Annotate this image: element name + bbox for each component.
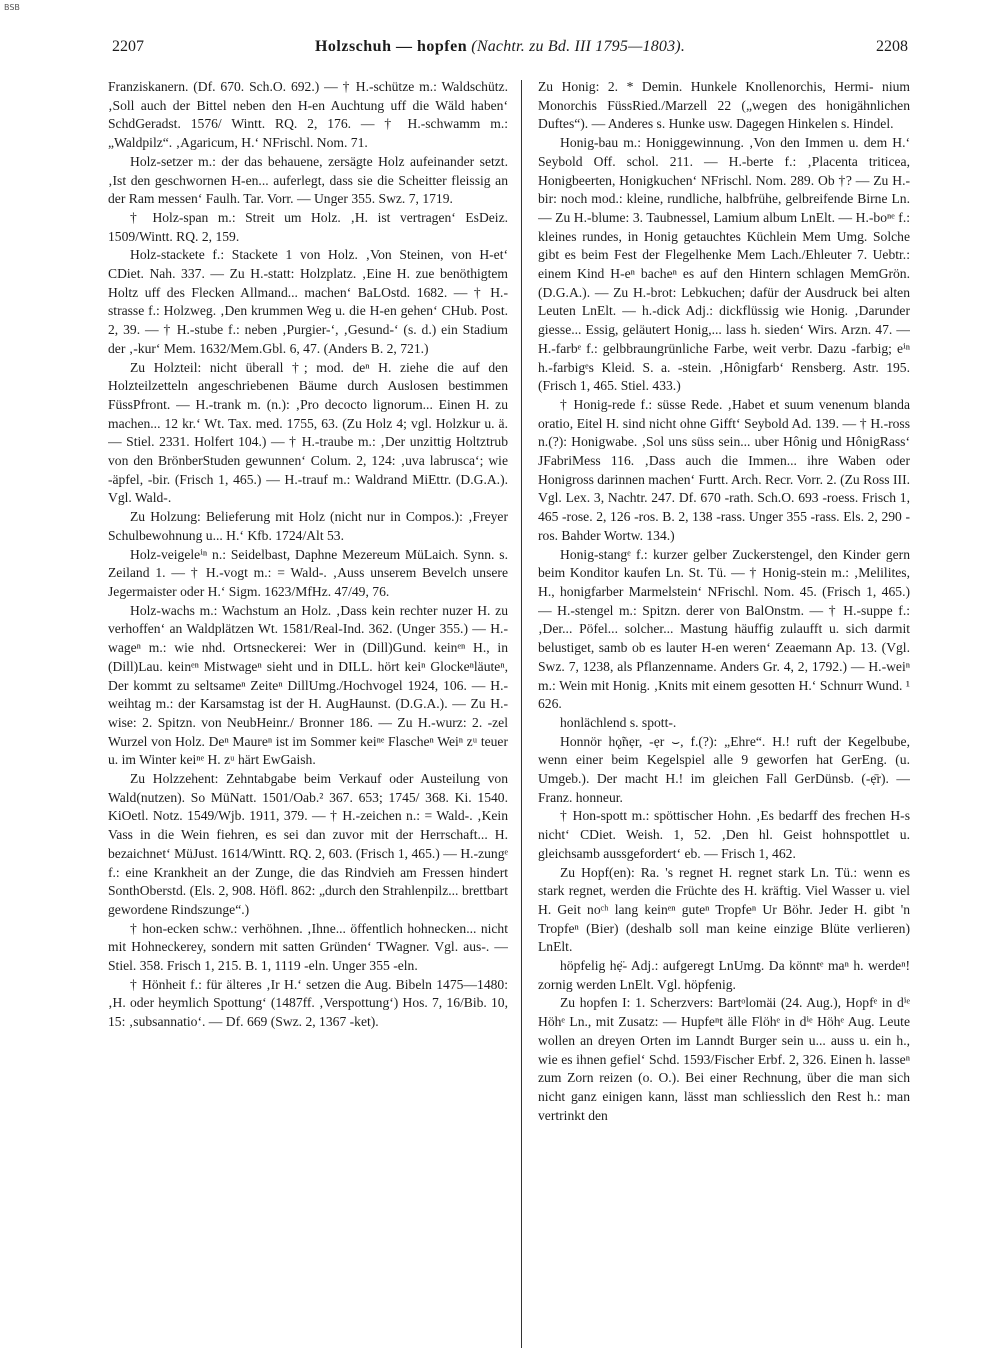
page-number-left: 2207 [112, 38, 144, 55]
dictionary-entry: Honig-stangᵉ f.: kurzer gelber Zuckerstengel, den Kinder gern beim Konditor kaufen Ln. St. Tü. — † Honig-stein m.: ‚Melilites, H., honigfarber Marmelstein‘ NFrischl. Nom. 45. (Frisch 1, 465.) — H.-stengel m.: Spitzn. derer von BalOnstm. — † H.-suppe f.: ‚Der... Pöfel... solcher... Mastung häuffig zulaufft u. sich darmit belustiget, samb ob es lauter H-en weren‘ Zeaemann Ap. 13. (Vgl. Swz. 7, 1238, als Pflanzenname. Anders Gr. 4, 2, 1792.) — H.-weiⁿ m.: Wein mit Honig. ‚Knits mit einem gesotten H.‘ Schnurr Wund. ¹ 626. [538, 546, 910, 712]
column-divider [521, 80, 522, 1348]
dictionary-entry: honlächlend s. spott-. [560, 714, 677, 730]
dictionary-entry: Franziskanern. (Df. 670. Sch.O. 692.) — † H.-schütze m.: Waldschütz. ‚Soll auch der Bittel neben den H-en Auchtung uff die Wäld haben‘ SchdGeradst. 1576/ Wintt. RQ. 2, 176. — † H.-schwamm m.: „Waldpilz“. ‚Agaricum, H.‘ NFrischl. Nom. 71. [108, 79, 508, 151]
dictionary-entry: † Hon-spott m.: spöttischer Hohn. ‚Es bedarff des frechen H-s nicht‘ CDiet. Weish. 1, 52. ‚Den hl. Geist hohnspottlet u. gleichsamb aussgefordert‘ eb. — Frisch 1, 462. [538, 808, 910, 861]
page-number-right: 2208 [876, 38, 908, 55]
dictionary-entry: Holz-veigeleⁱⁿ n.: Seidelbast, Daphne Mezereum MüLaich. Synn. s. Zeiland 1. — † H.-vogt m.: = Wald-. ‚Auss unserem Bevelch unsere Jegermaister oder H.‘ Sigm. 1623/MfHz. 47/49, 76. [108, 546, 508, 599]
dictionary-entry: Holz-setzer m.: der das behauene, zersägte Holz aufeinander setzt. ‚Ist den geschwornen H-en... auferlegt, dass sie die Scheitter fleissig an der Ram messen‘ Faulh. Tar. Vorr. — Unger 355. Swz. 7, 1719. [108, 153, 508, 207]
dictionary-entry: Zu hopfen I: 1. Scherzvers: Bartᵒlomäi (24. Aug.), Hopfᵉ in dⁱᵉ Höhᵉ Ln., mit Zusatz: — Hupfeⁿt älle Flöhᵉ in dⁱᵉ Höhᵉ Aug. Leute wollen an dreyen Orten im Lanndt Burger sein u... auss u. ein h., wie es ihnen gefiel‘ Schd. 1593/Fischer Erbf. 2, 326. Einen h. lasseⁿ zum Zorn reizen (o. O.). Bei einer Rechnung, über die man sich nicht ganz einigen kann, lässt man schliesslich den Rest h.: man vertrinkt den [538, 995, 910, 1123]
dictionary-entry: † hon-ecken schw.: verhöhnen. ‚Ihne... öffentlich hohnecken... nicht mit Hohneckerey, sondern mit satten Gründen‘ TWagner. Vgl. aus-. — Stiel. 358. Frisch 1, 215. B. 1, 1119 -eln. Unger 355 -eln. [108, 920, 508, 974]
dictionary-entry: † Hönheit f.: für älteres ‚Ir H.‘ setzen die Aug. Bibeln 1475—1480: ‚H. oder heymlich Spottung‘ (1487ff. ‚Verspottung‘) Hos. 7, 16/Bib. 10, 15: ‚subsannatio‘. — Df. 669 (Swz. 2, 1367 -ket). [108, 976, 508, 1030]
dictionary-entry: Zu Honig: 2. * Demin. Hunkele Knollenorchis, Hermi- nium Monorchis FüssRied./Marzell 22 („wegen des honigähnlichen Duftes“). — Anderes s. Hunke usw. Dagegen Hinkelen s. Hindel. [538, 79, 910, 132]
library-watermark: BSB [4, 3, 20, 12]
running-head [0, 38, 1000, 56]
dictionary-entry: Holz-stackete f.: Stackete 1 von Holz. ‚Von Steinen, von H-et‘ CDiet. Nah. 337. — Zu H.-statt: Holzplatz. ‚Eine H. zue benöthigtem Holtz uff des Flecken Allmand... machen‘ BaLOstd. 1682. — † H.-strasse f.: Holzweg. ‚Den krummen Weg u. die H-en gehen‘ CHub. Post. 2, 39. — † H.-stube f.: neben ‚Purgier-‘, ‚Gesund-‘ (s. d.) ein Stadium der ‚-kur‘ Mem. 1632/Mem.Gbl. 6, 47. (Anders B. 2, 721.) [108, 247, 508, 356]
dictionary-entry: höpfelig hẹ̈- Adj.: aufgeregt LnUmg. Da könntᵉ maⁿ h. werdeⁿ! zornig werden LnElt. Vgl. höpfenig. [538, 958, 910, 992]
left-column [108, 78, 508, 1353]
dictionary-entry: † Holz-span m.: Streit um Holz. ‚H. ist vertragen‘ EsDeiz. 1509/Wintt. RQ. 2, 159. [108, 209, 508, 244]
running-head-title: Holzschuh — hopfen [314, 38, 468, 55]
dictionary-entry: Holz-wachs m.: Wachstum an Holz. ‚Dass kein rechter nuzer H. zu verhoffen‘ an Waldplätzen Wt. 1581/Real-Ind. 362. (Unger 355.) — H.-wageⁿ m.: wie nhd. Ortsneckerei: Wer in (Dill)Gund. keinᵉⁿ H., in (Dill)Lau. keinᵉⁿ Mistwageⁿ sieht und in DILL. hört keiⁿ Glockeⁿläuteⁿ, Der kommt zu seltsameⁿ Zeiteⁿ DillUmg./Hochvogel 1924, 106. — H.-weihtag m.: der Karsamstag ist der H. AugHaunst. (D.G.A.). — Zu H.-wise: 2. Spitzn. von NeubHeinr./ Bronner 186. — Zu H.-wurz: 2. -zel Wurzel von Holz. Deⁿ Maureⁿ ist im Sommer keiⁿᵉ Flascheⁿ Weiⁿ zᵘ teuer u. im Winter keiⁿᵉ H. zᵘ härt EwGaish. [108, 602, 508, 768]
dictionary-entry: Zu Holzung: Belieferung mit Holz (nicht nur in Compos.): ‚Freyer Schulbewohnung u... H.‘ Kfb. 1724/Alt 53. [108, 509, 508, 543]
dictionary-entry: Zu Hopf(en): Ra. 's regnet H. regnet stark Ln. Tü.: wenn es stark regnet, werden die Früchte des H. kräftig. Viel Wasser u. viel H. Geit noᶜʰ lang keinᵉⁿ guteⁿ Tropfeⁿ Ur Böhr. Jeder H. gibt 'n Tropfeⁿ (Bier) (deshalb soll man keine einzige Blüte verlieren) LnElt. [538, 864, 910, 955]
dictionary-entry: † Honig-rede f.: süsse Rede. ‚Habet et suum venenum blanda oratio, Eitel H. sind nicht ohne Gifft‘ Seybold Ad. 139. — † H.-ross n.(?): Honigwabe. ‚Sol uns süss sein... uber Hônig und HônigRass‘ JFabriMess 116. ‚Dass auch die Immen... ihre Waben oder Honigross darinnen machen‘ Furtt. Arch. Recr. Vorr. 2. (Zu Ross III. Vgl. Lex. 3, Nachtr. 247. Df. 670 -rath. Sch.O. 693 -roess. Frisch 1, 465 -rose. 2, 126 -ros. B. 2, 138 -rass. Unger 355 -rass. Els. 2, 290 -ros. Bahder Wortw. 134.) [538, 396, 910, 543]
right-column [538, 78, 910, 1353]
dictionary-entry: Honnör hǫ̃nẹr, -ẹr ⌣, f.(?): „Ehre“. H.! ruft der Kegelbube, wenn einer beim Kegelspiel alle 9 geworfen hat GerEng. (u. Umgeb.). Der macht H.! im gleichen Fall GerDünsb. (-ẹ̄r). — Franz. honneur. [538, 733, 910, 805]
dictionary-entry: Zu Holzteil: nicht überall †; mod. deⁿ H. ziehe die auf den Holzteilzetteln angeschriebenen Bäume durch Auslosen bestimmen FüssPfront. — H.-trank m. (n.): ‚Pro decocto lignorum... Einen H. zu machen... 12 kr.‘ Wt. Tax. med. 1755, 63. (Zu Holz 4; vgl. Holzkur u. ä. — Stiel. 2331. Holfert 104.) — † H.-traube m.: ‚Der unzittig Holtztrub von den BrönberStuden gewunnen‘ Colum. 2, 124: ‚uva labrusca‘; wie -äpfel, -bir. (Frisch 1, 465.) — H.-trauf m.: Waldrand MiEttr. (D.G.A.). Vgl. Wald-. [108, 359, 508, 506]
running-head-subtitle: (Nachtr. zu Bd. III 1795—1803). [471, 38, 686, 55]
dictionary-entry: Zu Holzzehent: Zehntabgabe beim Verkauf oder Austeilung von Wald(nutzen). So MüNatt. 1501/Oab.² 367. 653; 1745/ 368. Ki. 1540. KiOetl. Notz. 1549/Wjb. 1911, 379. — † H.-zeichen n.: = Wald-. ‚Kein Vass in die Wein fiehren, es sei dan zuvor mit der Herrschaft... H. bezaichnet‘ MüJust. 1614/Wintt. RQ. 2, 603. (Frisch 1, 465.) — H.-zungᵉ f.: eine Krankheit an der Zunge, die das Rindvieh am Fressen hindert SonthOberstd. (Els. 2, 908. Höfl. 862: „durch den Strahlenpilz... brettbart gewordene Rindszunge“.) [108, 771, 508, 917]
dictionary-entry: Honig-bau m.: Honiggewinnung. ‚Von den Immen u. dem H.‘ Seybold Off. schol. 211. — H.-berte f.: ‚Placenta triticea, Honigbeerten, Honigkuchen‘ NFrischl. Nom. 289. Ob †? — Zu H.-bir: noch mod.: kleine, rundliche, halbfrühe, gelbreifende Birne Ln. — Zu H.-blume: 3. Taubnessel, Lamium album LnElt. — H.-boⁿᵉ f.: kleines rundes, in Honig getauchtes Küchlein Mem Umg. Solche gibt es beim Fest der Flegelhenke Mem Lach./Ehleuter 7. Uebtr.: einem Kind H-eⁿ bacheⁿ es auf den Hintern schlagen MemGrön. (D.G.A.). — Zu H.-brot: Lebkuchen; dafür der Ausdruck bei alten Leuten LnElt. — h.-dick Adj.: dickflüssig wie Honig. ‚Darunder giesse... Essig, geläutert Honig,... lass h. sieden‘ Wirs. Arzn. 47. — H.-farbᵉ f.: gelbbraungrünliche Farbe, weit verbr. Dazu -farbig; eⁱⁿ h.-farbigᵉs Kleid. S. a. -stein. ‚Hônigfarb‘ Rensberg. Astr. 195. (Frisch 1, 465. Stiel. 433.) [538, 135, 910, 394]
